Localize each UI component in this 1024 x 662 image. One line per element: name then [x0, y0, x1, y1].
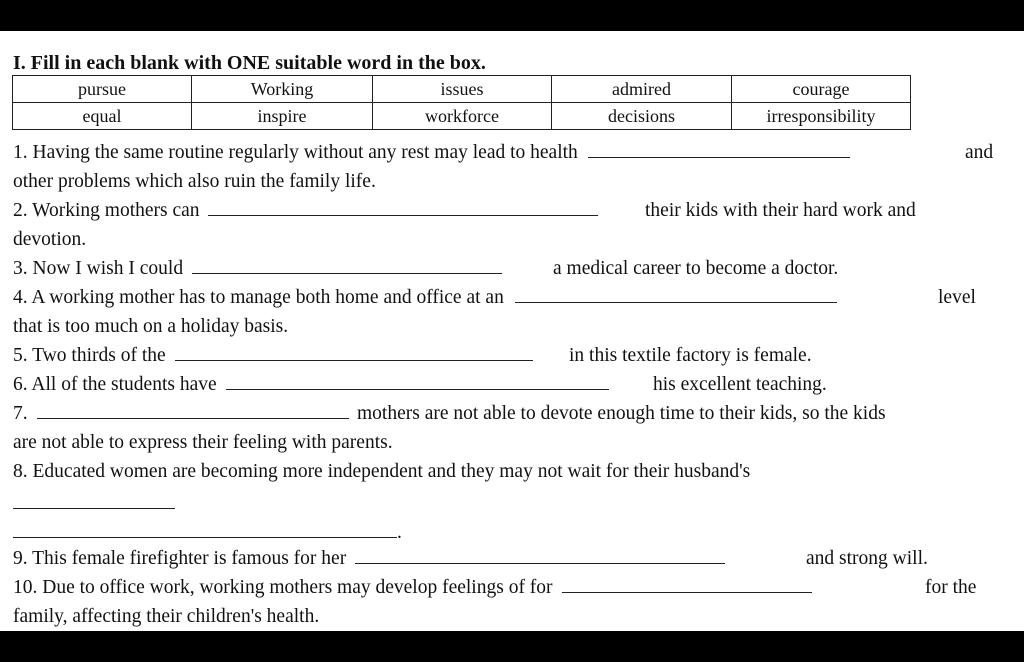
answer-blank[interactable]: [13, 519, 397, 538]
question-text: 9. This female firefighter is famous for her: [13, 548, 347, 569]
question-text: his excellent teaching.: [653, 374, 827, 395]
answer-blank[interactable]: [562, 574, 812, 593]
exercise-heading: I. Fill in each blank with ONE suitable word in the box.: [13, 52, 486, 74]
word-cell: irresponsibility: [732, 103, 911, 130]
answer-blank[interactable]: [355, 545, 725, 564]
question-5: [13, 341, 1003, 370]
question-text: and: [965, 142, 994, 163]
answer-blank[interactable]: [515, 284, 837, 303]
word-cell: courage: [732, 76, 911, 103]
question-8-blank-line: [13, 489, 1003, 518]
question-3: [13, 254, 1003, 283]
answer-blank[interactable]: [226, 371, 609, 390]
question-8: 8. Educated women are becoming more independent and they may not wait for their husband's: [13, 461, 751, 482]
question-text: 6. All of the students have: [13, 374, 217, 395]
answer-blank[interactable]: [588, 139, 850, 158]
question-4: [13, 283, 1003, 312]
question-text: their kids with their hard work and: [645, 200, 916, 221]
word-cell: issues: [373, 76, 552, 103]
question-10-continued: family, affecting their children's health.: [13, 606, 320, 627]
answer-blank[interactable]: [37, 400, 349, 419]
word-cell: equal: [13, 103, 192, 130]
question-2: [13, 196, 1003, 225]
question-text: for the: [925, 577, 977, 598]
worksheet-page: [0, 31, 1024, 631]
question-1-continued: other problems which also ruin the family life.: [13, 171, 376, 192]
word-box-table: [12, 75, 911, 130]
question-text: 3. Now I wish I could: [13, 258, 184, 279]
answer-blank[interactable]: [13, 490, 175, 509]
word-cell: inspire: [192, 103, 373, 130]
question-6: [13, 370, 1003, 399]
question-text: 5. Two thirds of the: [13, 345, 166, 366]
question-1: [13, 138, 1003, 167]
question-text: in this textile factory is female.: [569, 345, 812, 366]
question-text: level: [938, 287, 976, 308]
question-8-blank-line: [13, 518, 1003, 547]
question-text: 2. Working mothers can: [13, 200, 200, 221]
word-cell: pursue: [13, 76, 192, 103]
question-text: 1. Having the same routine regularly without any rest may lead to health: [13, 142, 578, 163]
question-7-continued: are not able to express their feeling with parents.: [13, 432, 393, 453]
question-4-continued: that is too much on a holiday basis.: [13, 316, 289, 337]
question-text: 10. Due to office work, working mothers may develop feelings of for: [13, 577, 553, 598]
word-box-row: [13, 76, 911, 103]
answer-blank[interactable]: [208, 197, 598, 216]
question-text: .: [397, 522, 402, 543]
word-cell: decisions: [552, 103, 732, 130]
question-10: [13, 573, 1003, 602]
word-box-row: [13, 103, 911, 130]
question-text: mothers are not able to devote enough time to their kids, so the kids: [357, 403, 886, 424]
question-2-continued: devotion.: [13, 229, 87, 250]
word-cell: Working: [192, 76, 373, 103]
question-text: a medical career to become a doctor.: [553, 258, 839, 279]
question-text: 4. A working mother has to manage both home and office at an: [13, 287, 504, 308]
answer-blank[interactable]: [175, 342, 533, 361]
question-7: [13, 399, 1003, 428]
answer-blank[interactable]: [192, 255, 502, 274]
word-cell: admired: [552, 76, 732, 103]
word-cell: workforce: [373, 103, 552, 130]
question-text: 7.: [13, 403, 28, 424]
question-text: and strong will.: [806, 548, 928, 569]
question-9: [13, 544, 1003, 573]
